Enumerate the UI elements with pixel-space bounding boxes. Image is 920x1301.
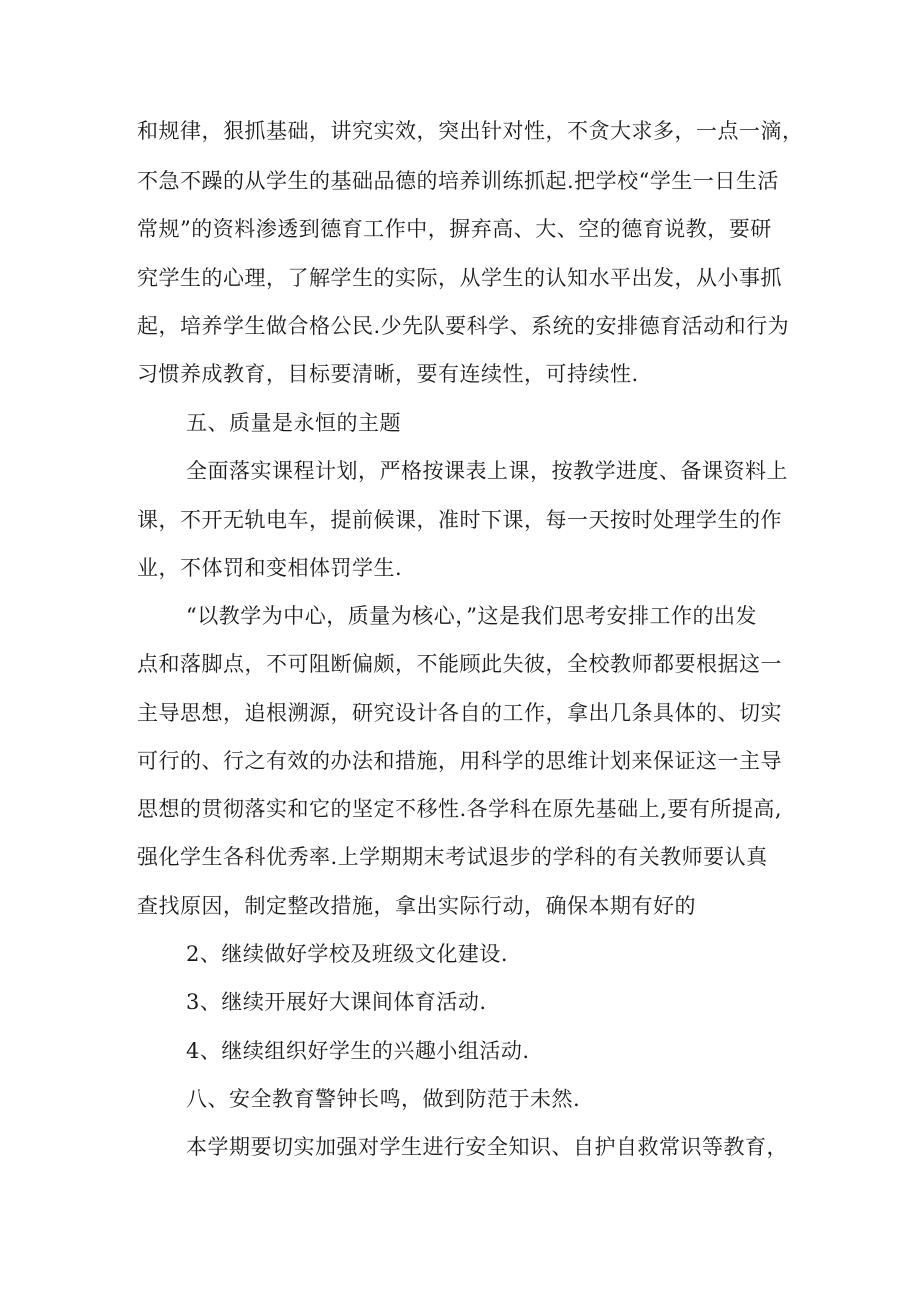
text-line: 和规律，狠抓基础，讲究实效，突出针对性，不贪大求多，一点一滴， — [137, 119, 804, 143]
section-heading: 五、质量是永恒的主题 — [186, 411, 401, 435]
text-line: “以教学为中心，质量为核心，”这是我们思考安排工作的出发 — [186, 604, 757, 628]
text-line: 本学期要切实加强对学生进行安全知识、自护自救常识等教育， — [186, 1135, 788, 1159]
text-line: 可行的、行之有效的办法和措施，用科学的思维计划来保证这一主导 — [137, 749, 782, 773]
text-line: 习惯养成教育，目标要清晰，要有连续性，可持续性. — [137, 362, 639, 386]
text-line: 起，培养学生做合格公民.少先队要科学、系统的安排德育活动和行为 — [137, 314, 790, 338]
text-line: 点和落脚点，不可阻断偏颇，不能顾此失彼，全校教师都要根据这一 — [137, 652, 782, 676]
section-heading: 八、安全教育警钟长鸣，做到防范于未然. — [186, 1087, 581, 1111]
text-line: 思想的贯彻落实和它的坚定不移性.各学科在原先基础上,要有所提高, — [137, 797, 783, 821]
text-line: 业，不体罚和变相体罚学生. — [137, 556, 403, 580]
text-line: 常规”的资料渗透到德育工作中，摒弃高、大、空的德育说教，要研 — [137, 217, 772, 241]
list-item: 4、继续组织好学生的兴趣小组活动. — [186, 1039, 530, 1063]
text-line: 查找原因，制定整改措施，拿出实际行动，确保本期有好的 — [137, 894, 696, 918]
list-item: 2、继续做好学校及班级文化建设. — [186, 942, 509, 966]
list-item: 3、继续开展好大课间体育活动. — [186, 990, 487, 1014]
text-line: 课，不开无轨电车，提前候课，准时下课，每一天按时处理学生的作 — [137, 508, 782, 532]
text-line: 强化学生各科优秀率.上学期期末考试退步的学科的有关教师要认真 — [137, 845, 768, 869]
text-line: 全面落实课程计划，严格按课表上课，按教学进度、备课资料上 — [186, 459, 788, 483]
text-line: 主导思想，追根溯源，研究设计各自的工作，拿出几条具体的、切实 — [137, 701, 782, 725]
text-line: 不急不躁的从学生的基础品德的培养训练抓起.把学校“学生一日生活 — [137, 169, 779, 193]
text-line: 究学生的心理，了解学生的实际，从学生的认知水平出发，从小事抓 — [137, 266, 782, 290]
